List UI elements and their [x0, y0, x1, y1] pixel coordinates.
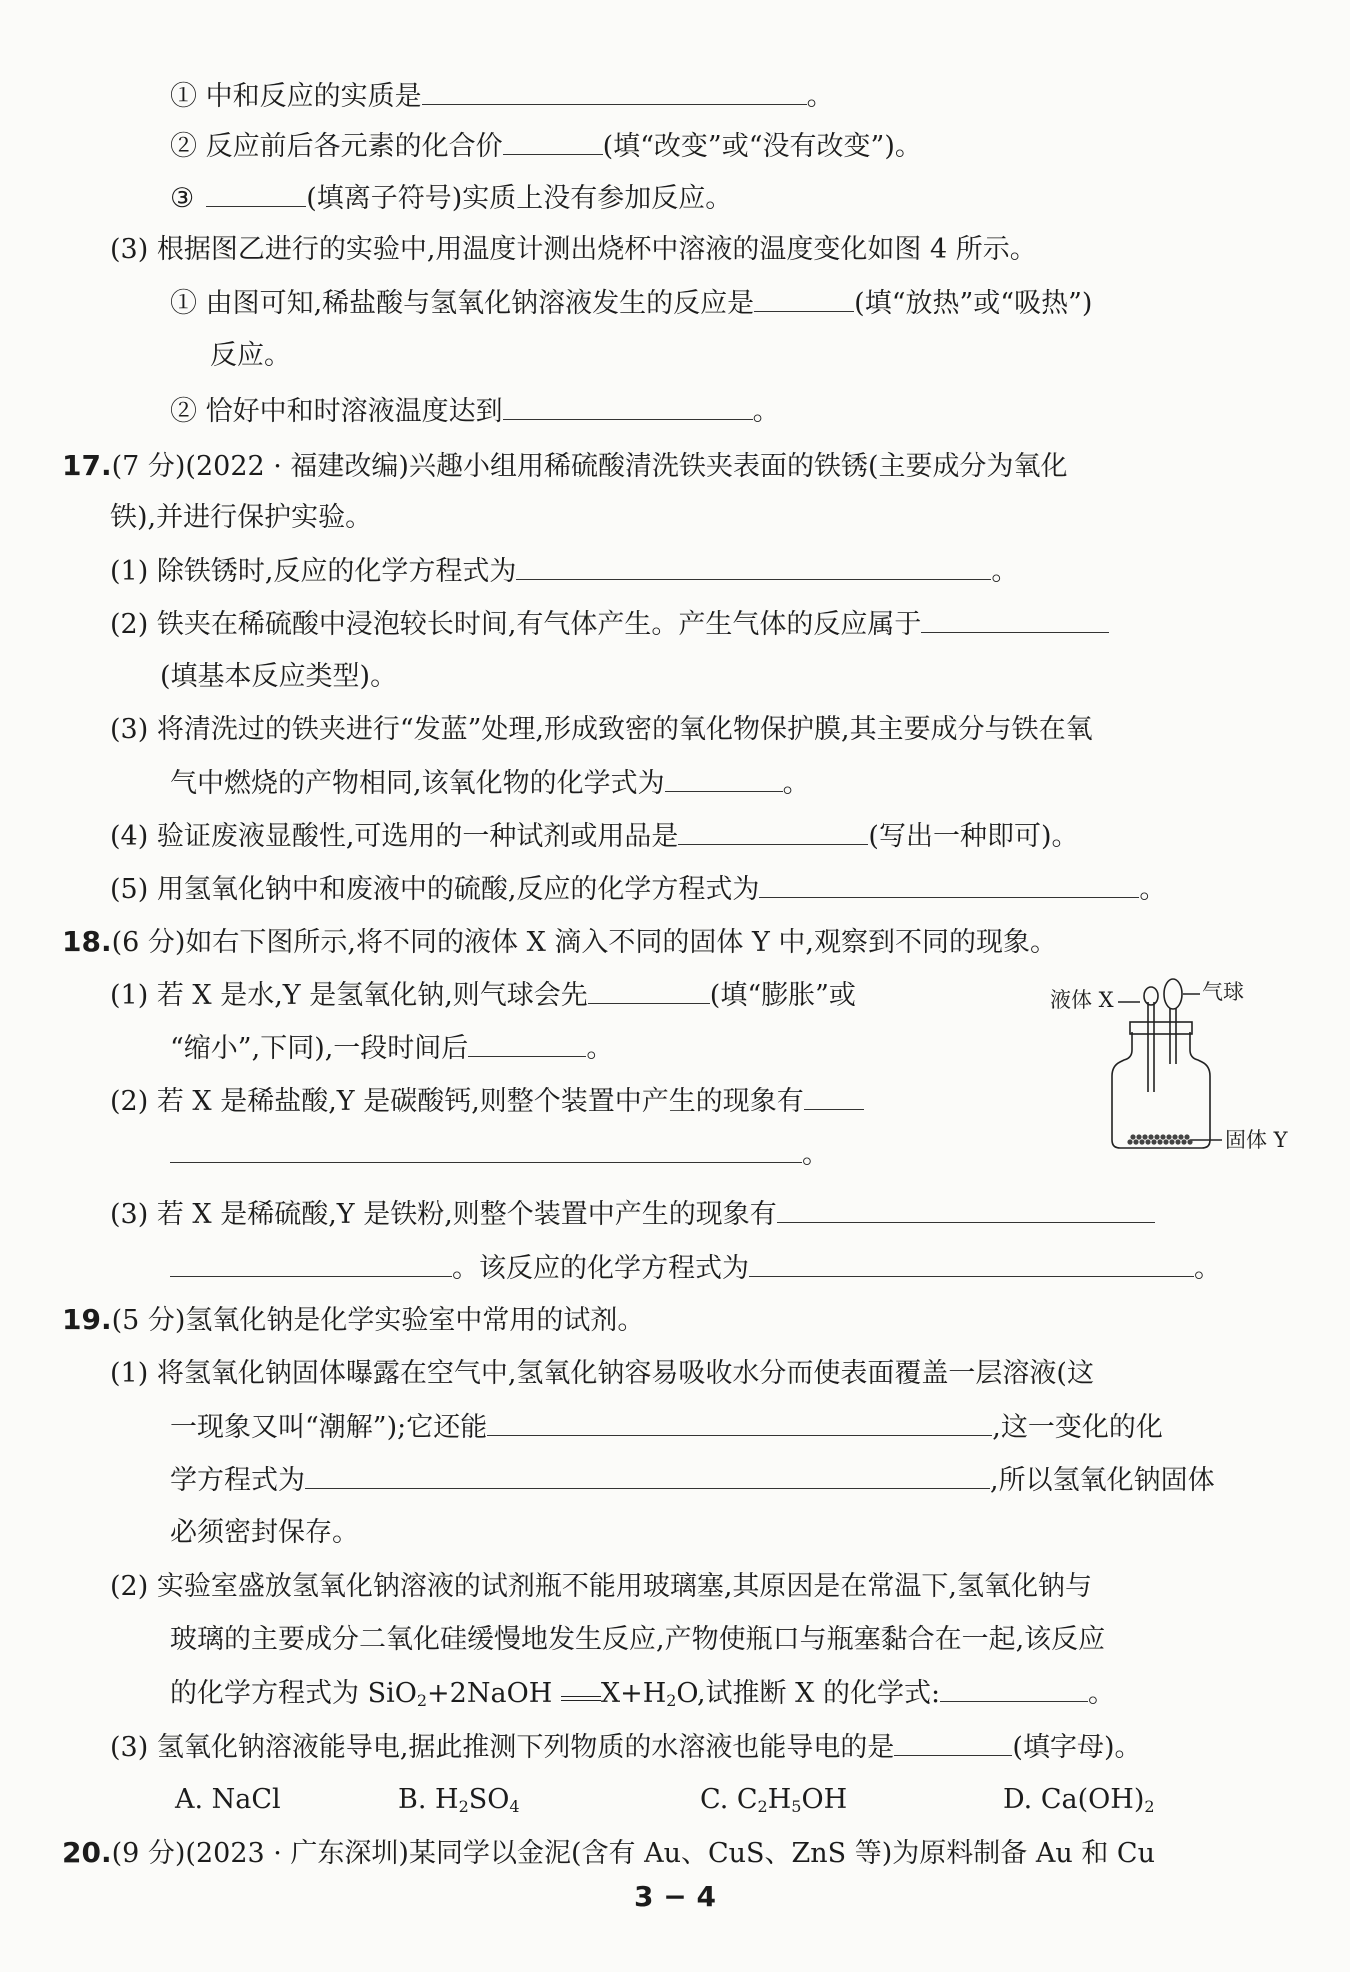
- q17-part3: (3) 将清洗过的铁夹进行“发蓝”处理,形成致密的氧化物保护膜,其主要成分与铁在氧: [110, 714, 1093, 745]
- q19-part3: (3) 氢氧化钠溶液能导电,据此推测下列物质的水溶液也能导电的是 (填字母)。: [110, 1729, 1142, 1766]
- question-number: 17.: [62, 449, 112, 482]
- label-liquid-x: 液体 X: [1050, 988, 1114, 1012]
- q16-sub2-line: ② 反应前后各元素的化合价 (填“改变”或“没有改变”)。: [170, 128, 922, 165]
- q17-head: 17.(7 分)(2022 · 福建改编)兴趣小组用稀硫酸清洗铁夹表面的铁锈(主要成分为氧化: [62, 449, 1068, 482]
- q18-part3: (3) 若 X 是稀硫酸,Y 是铁粉,则整个装置中产生的现象有: [110, 1196, 1155, 1233]
- q18-head: 18.(6 分)如右下图所示,将不同的液体 X 滴入不同的固体 Y 中,观察到不同的现象。: [62, 925, 1057, 958]
- answer-blank[interactable]: [678, 818, 868, 845]
- q16-sub1-line: ① 中和反应的实质是 。: [170, 78, 834, 115]
- answer-blank[interactable]: [940, 1675, 1088, 1702]
- q18-part3-cont: 。该反应的化学方程式为 。: [170, 1250, 1221, 1287]
- q19-part2-cont2: 的化学方程式为 SiO$_2$+2NaOH $X+H_2O$,试推断 X 的化学式: 。: [170, 1675, 1115, 1719]
- q19-head: 19.(5 分)氢氧化钠是化学实验室中常用的试剂。: [62, 1303, 645, 1336]
- q18-part1-cont: “缩小”,下同),一段时间后 。: [170, 1030, 613, 1067]
- q16-part3-sub1-cont: 反应。: [210, 340, 291, 371]
- q17-part4: (4) 验证废液显酸性,可选用的一种试剂或用品是 (写出一种即可)。: [110, 818, 1079, 855]
- answer-blank[interactable]: [759, 871, 1139, 898]
- answer-blank[interactable]: [804, 1083, 864, 1110]
- q19-part1-cont1: 一现象又叫“潮解”);它还能 ,这一变化的化: [170, 1409, 1163, 1446]
- q17-part3-cont: 气中燃烧的产物相同,该氧化物的化学式为 。: [170, 765, 810, 802]
- q19-option-c[interactable]: C. $C_2H_5OH$: [700, 1784, 848, 1816]
- q19-part1-cont3: 必须密封保存。: [170, 1517, 359, 1548]
- q18-part2: (2) 若 X 是稀盐酸,Y 是碳酸钙,则整个装置中产生的现象有: [110, 1083, 864, 1120]
- q20-head: 20.(9 分)(2023 · 广东深圳)某同学以金泥(含有 Au、CuS、ZnS 等)为原料制备 Au 和 Cu: [62, 1836, 1155, 1869]
- q16-part3-sub1-line: ① 由图可知,稀盐酸与氢氧化钠溶液发生的反应是 (填“放热”或“吸热”): [170, 285, 1092, 322]
- apparatus-figure: [1040, 972, 1310, 1162]
- answer-blank[interactable]: [305, 1462, 990, 1489]
- answer-blank[interactable]: [468, 1030, 586, 1057]
- answer-blank[interactable]: [170, 1250, 452, 1277]
- label-solid-y: 固体 Y: [1225, 1128, 1288, 1152]
- answer-blank[interactable]: [503, 393, 753, 420]
- q17-part1: (1) 除铁锈时,反应的化学方程式为 。: [110, 553, 1018, 590]
- answer-blank[interactable]: [516, 553, 991, 580]
- q19-part1: (1) 将氢氧化钠固体曝露在空气中,氢氧化钠容易吸收水分而使表面覆盖一层溶液(这: [110, 1358, 1094, 1389]
- q19-part1-cont2: 学方程式为 ,所以氢氧化钠固体: [170, 1462, 1215, 1499]
- q16-part3-line: (3) 根据图乙进行的实验中,用温度计测出烧杯中溶液的温度变化如图 4 所示。: [110, 234, 1037, 265]
- answer-blank[interactable]: [170, 1136, 802, 1163]
- answer-blank[interactable]: [749, 1250, 1194, 1277]
- q17-part2-cont: (填基本反应类型)。: [160, 661, 398, 692]
- answer-blank[interactable]: [422, 78, 807, 105]
- q16-sub3-line: ③ (填离子符号)实质上没有参加反应。: [170, 180, 732, 217]
- answer-blank[interactable]: [665, 765, 783, 792]
- question-number: 20.: [62, 1836, 112, 1869]
- answer-blank[interactable]: [206, 180, 306, 207]
- q19-part2-cont1: 玻璃的主要成分二氧化硅缓慢地发生反应,产物使瓶口与瓶塞黏合在一起,该反应: [170, 1624, 1106, 1655]
- page-number: 3 − 4: [634, 1880, 716, 1913]
- question-number: 18.: [62, 925, 112, 958]
- answer-blank[interactable]: [777, 1196, 1155, 1223]
- q19-option-a[interactable]: A. NaCl: [175, 1784, 281, 1815]
- q16-part3-sub2-line: ② 恰好中和时溶液温度达到 。: [170, 393, 780, 430]
- answer-blank[interactable]: [487, 1409, 992, 1436]
- answer-blank[interactable]: [894, 1729, 1012, 1756]
- q18-part1: (1) 若 X 是水,Y 是氢氧化钠,则气球会先 (填“膨胀”或: [110, 977, 856, 1014]
- q17-part5: (5) 用氢氧化钠中和废液中的硫酸,反应的化学方程式为 。: [110, 871, 1166, 908]
- label-balloon: 气球: [1202, 980, 1244, 1004]
- q18-part2-cont: 。: [170, 1136, 829, 1173]
- q17-part2: (2) 铁夹在稀硫酸中浸泡较长时间,有气体产生。产生气体的反应属于: [110, 606, 1109, 643]
- q19-option-d[interactable]: D. $Ca(OH)_2$: [1003, 1784, 1155, 1816]
- question-number: 19.: [62, 1303, 112, 1336]
- answer-blank[interactable]: [588, 977, 710, 1004]
- q19-option-b[interactable]: B. $H_2SO_4$: [398, 1784, 520, 1816]
- q16-sub1-text: ① 中和反应的实质是: [170, 81, 422, 112]
- answer-blank[interactable]: [921, 606, 1109, 633]
- answer-blank[interactable]: [503, 128, 603, 155]
- q17-head-cont: 铁),并进行保护实验。: [110, 502, 373, 533]
- answer-blank[interactable]: [754, 285, 854, 312]
- q19-part2: (2) 实验室盛放氢氧化钠溶液的试剂瓶不能用玻璃塞,其原因是在常温下,氢氧化钠与: [110, 1571, 1092, 1602]
